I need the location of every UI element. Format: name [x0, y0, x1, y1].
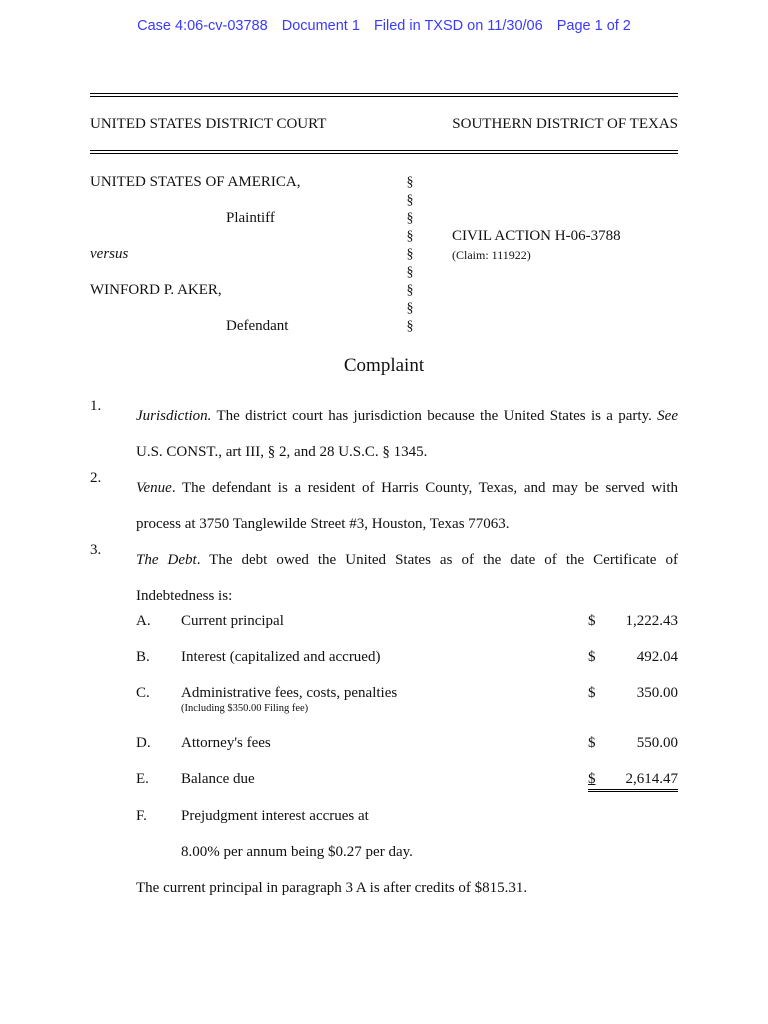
currency-sign: $	[588, 649, 596, 665]
debt-item-amount: 492.04	[636, 649, 678, 665]
district-name: SOUTHERN DISTRICT OF TEXAS	[452, 116, 678, 132]
court-name: UNITED STATES DISTRICT COURT	[90, 116, 327, 132]
debt-item-label: F.	[136, 808, 147, 824]
case-number: Case 4:06-cv-03788	[137, 18, 268, 34]
claim-number: (Claim: 111922)	[452, 248, 531, 262]
section-mark: §	[406, 193, 414, 208]
debt-item-desc: Balance due	[181, 771, 255, 787]
section-mark: §	[406, 229, 414, 244]
document-title: Complaint	[343, 355, 425, 376]
section-mark: §	[406, 319, 414, 334]
paragraph-jurisdiction: Jurisdiction. The district court has jurisdiction because the United States is a party. See U.S. CONST., art III, § 2, and 28 U.S.C. § 1345.	[136, 408, 678, 460]
defendant-role: Defendant	[226, 318, 289, 334]
credits-note: The current principal in paragraph 3 A is after credits of $815.31.	[136, 880, 528, 896]
header-rule-top	[90, 93, 678, 97]
balance-due-amount: 2,614.47	[625, 771, 678, 787]
prejudgment-interest-rate: 8.00% per annum being $0.27 per day.	[181, 844, 413, 860]
debt-item-label: C.	[136, 685, 150, 701]
filed-date: Filed in TXSD on 11/30/06	[373, 18, 543, 34]
plaintiff-role: Plaintiff	[226, 210, 275, 226]
header-rule-bottom	[90, 150, 678, 154]
debt-item-label: E.	[136, 771, 149, 787]
paragraph-number: 2.	[90, 470, 102, 486]
currency-sign: $	[588, 613, 596, 629]
section-mark: §	[406, 283, 414, 298]
section-mark: §	[406, 301, 414, 316]
debt-item-note: (Including $350.00 Filing fee)	[181, 703, 309, 714]
paragraph-debt: The Debt. The debt owed the United States as of the date of the Certificate of Indebtedness is:	[136, 552, 678, 604]
paragraph-number: 3.	[90, 542, 102, 558]
currency-sign: $	[588, 771, 596, 787]
defendant-name: WINFORD P. AKER,	[90, 282, 222, 298]
debt-item-desc: Prejudgment interest accrues at	[181, 808, 369, 824]
debt-item-label: D.	[136, 735, 151, 751]
civil-action-number: CIVIL ACTION H-06-3788	[452, 228, 621, 244]
debt-item-desc: Attorney's fees	[181, 735, 271, 751]
currency-sign: $	[588, 735, 596, 751]
debt-item-amount: 550.00	[636, 735, 678, 751]
paragraph-venue: Venue. The defendant is a resident of Harris County, Texas, and may be served with process at 3750 Tanglewilde Street #3, Houston, Texas 77063.	[136, 480, 678, 532]
plaintiff-name: UNITED STATES OF AMERICA,	[90, 174, 301, 190]
page-indicator: Page 1 of 2	[556, 18, 631, 34]
section-mark: §	[406, 211, 414, 226]
debt-item-amount: 350.00	[636, 685, 678, 701]
debt-item-desc: Administrative fees, costs, penalties	[181, 685, 398, 701]
section-mark: §	[406, 247, 414, 262]
balance-due-total	[588, 771, 678, 792]
section-mark: §	[406, 265, 414, 280]
debt-item-label: B.	[136, 649, 150, 665]
debt-item-label: A.	[136, 613, 151, 629]
paragraph-number: 1.	[90, 398, 102, 414]
section-mark: §	[406, 175, 414, 190]
debt-item-desc: Current principal	[181, 613, 284, 629]
debt-item-amount: 1,222.43	[625, 613, 678, 629]
filing-stamp	[0, 18, 768, 34]
currency-sign: $	[588, 685, 596, 701]
document-number: Document 1	[281, 18, 360, 34]
versus-label: versus	[90, 246, 129, 262]
debt-item-desc: Interest (capitalized and accrued)	[181, 649, 381, 665]
